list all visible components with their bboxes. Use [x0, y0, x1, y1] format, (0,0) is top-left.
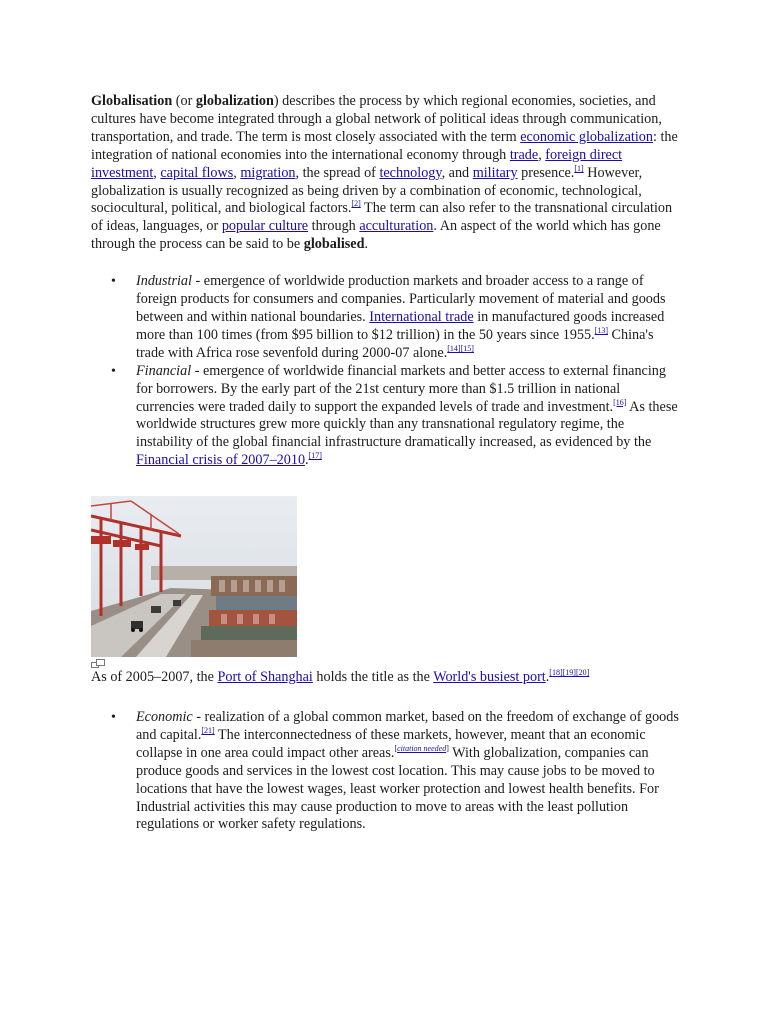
ref-21[interactable]	[201, 726, 214, 735]
intro-text: ,	[153, 164, 161, 181]
link-port-of-shanghai[interactable]: Port of Shanghai	[217, 669, 313, 686]
item-text: in manufactured goods increased more than 100 times (from $95 billion to $12 trillion) in the 50 years since 1955.	[136, 308, 665, 343]
intro-text: through	[308, 218, 360, 235]
item-text: - realization of a global common market, based on the freedom of exchange of goods and capital.	[136, 709, 679, 743]
intro-text: .	[364, 236, 369, 253]
ref-21-link[interactable]: [21]	[201, 725, 215, 735]
ref-18-20[interactable]	[549, 668, 589, 677]
link-technology[interactable]: technology	[379, 164, 442, 181]
ref-20-link[interactable]: [20]	[575, 668, 590, 678]
item-text: .	[305, 452, 309, 469]
link-military[interactable]: military	[472, 164, 518, 181]
item-text: The interconnectedness of these markets, however, meant that an economic collapse in one area could impact other areas.	[136, 726, 646, 761]
ref-13[interactable]	[595, 326, 608, 335]
link-trade[interactable]: trade	[509, 146, 539, 163]
ref-17-link[interactable]: [17]	[308, 451, 322, 461]
ref-2[interactable]	[351, 199, 360, 208]
ref-2-link[interactable]: [2]	[351, 199, 361, 209]
link-capital-flows[interactable]: capital flows	[160, 164, 234, 181]
item-text: - emergence of worldwide production markets and broader access to a range of foreign products for consumers and companies. Particularly movement of material and goods between and within national boundaries.	[136, 273, 666, 325]
ref-14-link[interactable]: [14]	[447, 343, 461, 353]
ref-13-link[interactable]: [13]	[594, 325, 608, 335]
term-financial: Financial	[136, 362, 192, 379]
caption-text: holds the title as the	[312, 669, 434, 686]
list-item-industrial	[91, 273, 681, 363]
citation-needed-link[interactable]: citation needed	[397, 743, 447, 753]
term-globalization: globalization	[195, 93, 274, 109]
intro-text: , and	[441, 164, 473, 181]
link-economic-globalization[interactable]: economic globalization	[520, 128, 653, 145]
term-industrial: Industrial	[136, 273, 192, 290]
enlarge-icon[interactable]	[91, 659, 106, 669]
ref-16[interactable]	[613, 398, 626, 407]
ref-19-link[interactable]: [19]	[562, 668, 576, 678]
link-popular-culture[interactable]: popular culture	[221, 218, 309, 235]
term-globalised: globalised	[303, 236, 365, 253]
intro-text: , the spread of	[295, 164, 380, 181]
link-foreign-direct-investment[interactable]: foreign direct investment	[91, 146, 623, 181]
link-acculturation[interactable]: acculturation	[359, 218, 434, 235]
intro-paragraph	[91, 93, 681, 254]
list-item-financial	[91, 363, 681, 470]
link-financial-crisis[interactable]: Financial crisis of 2007–2010	[136, 452, 306, 469]
link-migration[interactable]: migration	[240, 164, 296, 181]
ref-15-link[interactable]: [15]	[460, 343, 474, 353]
term-globalisation: Globalisation	[91, 93, 173, 109]
article-body	[91, 93, 681, 834]
intro-text: ,	[233, 164, 241, 181]
item-text: China's trade with Africa rose sevenfold during 2000-07 alone.	[136, 326, 654, 361]
item-text: As these worldwide structures grew more quickly than any transnational regulatory regime, the instability of the global financial infrastructure dramatically increased, as evidenced by the	[136, 398, 678, 451]
intro-text: presence.	[517, 164, 575, 181]
link-international-trade[interactable]: International trade	[369, 308, 474, 325]
caption-text: As of 2005–2007, the	[91, 669, 218, 686]
caption-text: .	[545, 669, 550, 686]
figure-caption	[91, 669, 681, 687]
term-economic: Economic	[136, 709, 193, 726]
ref-14-15[interactable]	[447, 344, 474, 353]
ref-16-link[interactable]: [16]	[613, 397, 627, 407]
bullet-list-1	[91, 273, 681, 470]
ref-17[interactable]	[309, 451, 322, 460]
port-of-shanghai-photo[interactable]	[91, 496, 297, 657]
intro-text: : the integration of national economies into the international economy through	[91, 128, 678, 163]
ref-1-link[interactable]: [1]	[574, 163, 584, 173]
item-text: - emergence of worldwide financial markets and better access to external financing for borrowers. By the early part of the 21st century more than $1.5 trillion in national currencies were traded daily to support the expanded levels of trade and investment.	[136, 362, 666, 415]
intro-text: . An aspect of the world which has gone through the process can be said to be	[91, 218, 661, 253]
intro-text: However, globalization is usually recognized as being driven by a combination of economic, technological, sociocultural, political, and biological factors.	[91, 164, 643, 217]
link-worlds-busiest-port[interactable]: World's busiest port	[433, 669, 546, 686]
port-figure	[91, 496, 297, 669]
citation-needed[interactable]: [citation needed]	[394, 743, 449, 753]
ref-1[interactable]	[574, 164, 583, 173]
intro-text: ) describes the process by which regional economies, societies, and cultures have become integrated through a global network of political ideas through communication, transportation, and trade. The term is most closely associated with the term	[91, 93, 662, 145]
intro-text: The term can also refer to the transnational circulation of ideas, languages, or	[91, 200, 673, 235]
intro-text: (or	[172, 93, 196, 109]
item-text: With globalization, companies can produce goods and services in the lowest cost location. This may cause jobs to be moved to locations that have the lowest wages, least worker protection and lowest health benefits. For Industrial activities this may cause production to move to areas with the least pollution regulations or worker safety regulations.	[136, 744, 659, 833]
ref-18-link[interactable]: [18]	[549, 668, 563, 678]
list-item-economic	[91, 709, 681, 834]
bullet-list-2	[91, 709, 681, 834]
intro-text: ,	[538, 146, 546, 163]
